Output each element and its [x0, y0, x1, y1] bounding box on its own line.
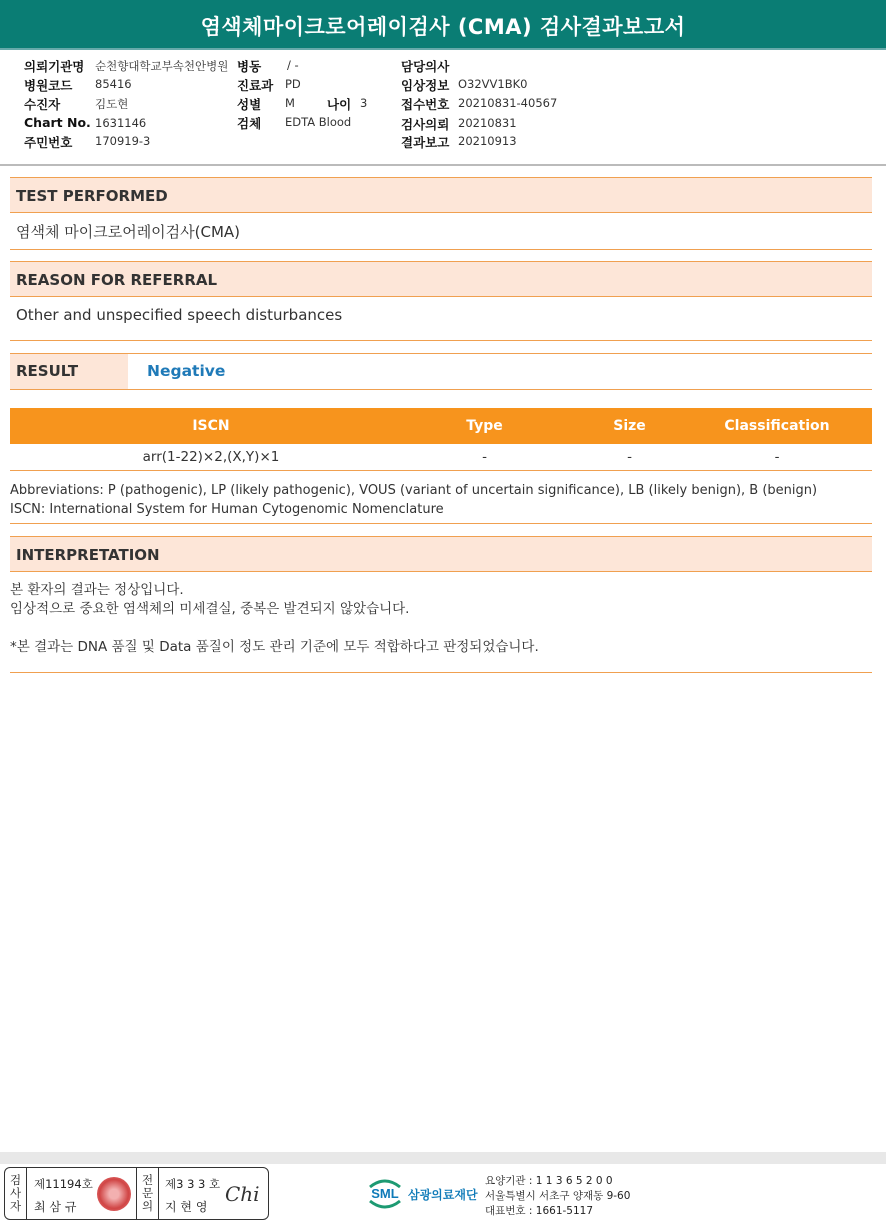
col-classification: Classification [724, 418, 830, 434]
col-iscn: ISCN [192, 418, 230, 434]
interpretation-body [10, 581, 539, 657]
dept-label: 진료과 [237, 78, 274, 93]
ward-value: / - [287, 58, 299, 72]
footer-band [0, 1152, 886, 1164]
interpretation-heading: INTERPRETATION [10, 536, 872, 572]
interpretation-line: 본 환자의 결과는 정상입니다. [10, 582, 184, 598]
hospital-code-value: 85416 [95, 77, 132, 91]
ward-label: 병동 [237, 59, 262, 74]
specimen-value: EDTA Blood [285, 115, 352, 129]
interpretation-line: 임상적으로 중요한 염색체의 미세결실, 중복은 발견되지 않았습니다. [10, 601, 410, 617]
report-date-label: 결과보고 [401, 135, 450, 150]
cell-iscn: arr(1-22)×2,(X,Y)×1 [142, 449, 280, 465]
request-date-label: 검사의뢰 [401, 117, 450, 132]
age-value: 3 [360, 96, 368, 110]
referral-heading: REASON FOR REFERRAL [10, 261, 872, 297]
iscn-table-header [10, 408, 872, 444]
institution-value: 순천향대학교부속천안병원 [95, 59, 229, 73]
chart-no-value: 1631146 [95, 116, 147, 130]
abbreviations-line: Abbreviations: P (pathogenic), LP (likely pathogenic), VOUS (variant of uncertain significance), LB (likely benign), B (benign) [10, 483, 818, 498]
id-number-value: 170919-3 [95, 134, 151, 148]
tester-name: 최 삼 규 [34, 1200, 77, 1214]
abbreviations [10, 481, 880, 519]
id-number-label: 주민번호 [24, 135, 73, 150]
age-label: 나이 [327, 97, 352, 112]
result-row [10, 353, 872, 390]
hospital-code-label: 병원코드 [24, 78, 73, 93]
test-performed-heading: TEST PERFORMED [10, 177, 872, 213]
org-info [485, 1174, 630, 1219]
org-name: 삼광의료재단 [408, 1188, 478, 1202]
specialist-name: 지 현 영 [165, 1200, 208, 1214]
specimen-label: 검체 [237, 116, 262, 131]
table-row [10, 444, 872, 471]
result-value: Negative [147, 362, 226, 380]
seal-stamp-icon [97, 1177, 131, 1211]
tester-cell [27, 1168, 137, 1219]
org-code: 요양기관 : 1 1 3 6 5 2 0 0 [485, 1175, 613, 1187]
test-performed-value: 염색체 마이크로어레이검사(CMA) [16, 223, 241, 241]
sex-label: 성별 [237, 97, 262, 112]
col-size: Size [613, 418, 646, 434]
sml-logo-icon [366, 1173, 404, 1213]
chart-no-label: Chart No. [24, 115, 91, 130]
specialist-license: 제3 3 3 호 [165, 1177, 221, 1191]
result-heading: RESULT [10, 354, 128, 389]
patient-label: 수진자 [24, 97, 61, 112]
clinical-value: O32VV1BK0 [458, 77, 528, 91]
cell-size: - [627, 449, 632, 465]
divider [10, 340, 872, 341]
report-title: 염색체마이크로어레이검사 (CMA) 검사결과보고서 [0, 0, 886, 50]
sml-logo-text: SML [371, 1186, 399, 1201]
signature: Chi [225, 1182, 260, 1206]
iscn-definition: ISCN: International System for Human Cytogenomic Nomenclature [10, 502, 444, 517]
dept-value: PD [285, 77, 301, 91]
patient-value: 김도현 [95, 97, 129, 111]
clinical-label: 임상정보 [401, 78, 450, 93]
tester-vertical-label: 검사자 [5, 1168, 27, 1219]
signature-box [4, 1167, 269, 1220]
divider [10, 523, 872, 524]
divider [10, 249, 872, 250]
request-date-value: 20210831 [458, 116, 517, 130]
receipt-value: 20210831-40567 [458, 96, 558, 110]
sex-value: M [285, 96, 295, 110]
col-type: Type [466, 418, 503, 434]
interpretation-note: *본 결과는 DNA 품질 및 Data 품질이 정도 관리 기준에 모두 적합하다고 판정되었습니다. [10, 639, 539, 655]
cell-type: - [482, 449, 487, 465]
doctor-label: 담당의사 [401, 59, 450, 74]
report-date-value: 20210913 [458, 134, 517, 148]
referral-value: Other and unspecified speech disturbances [16, 306, 343, 324]
receipt-label: 접수번호 [401, 97, 450, 112]
specialist-vertical-label: 전문의 [137, 1168, 159, 1219]
divider [10, 672, 872, 673]
org-phone: 대표번호 : 1661-5117 [485, 1205, 594, 1217]
patient-header [0, 50, 886, 166]
tester-license: 제11194호 [34, 1177, 93, 1191]
cell-classification: - [774, 449, 780, 465]
institution-label: 의뢰기관명 [24, 59, 85, 74]
specialist-cell [159, 1168, 269, 1219]
org-address: 서울특별시 서초구 양재동 9-60 [485, 1190, 631, 1202]
